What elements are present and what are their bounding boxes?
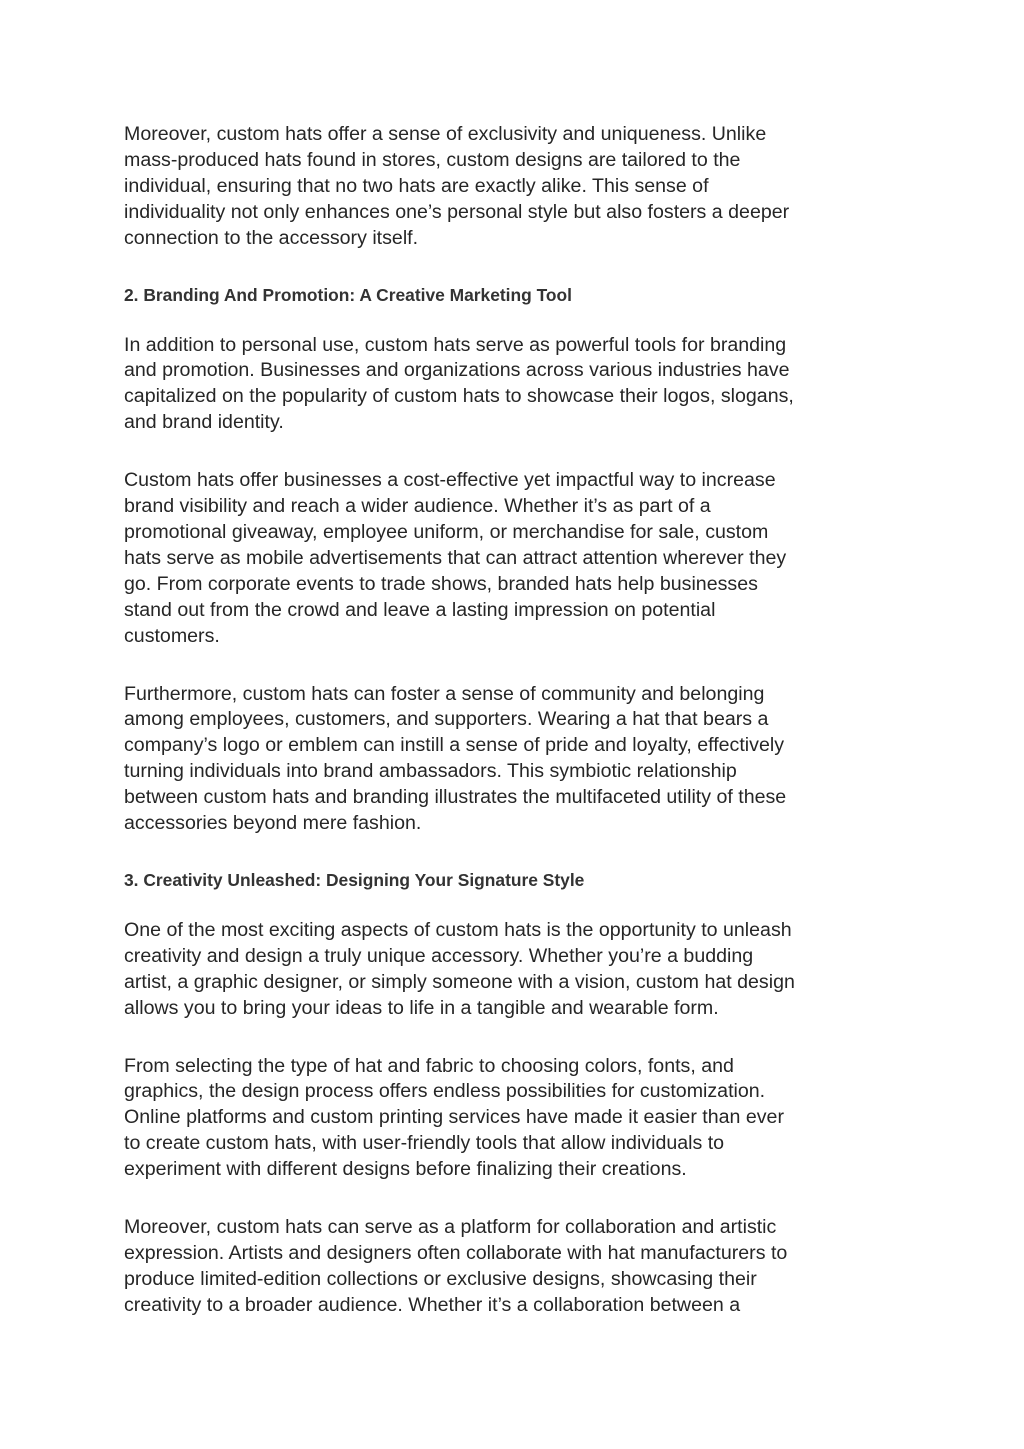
text-line: graphics, the design process offers endless possibilities for customization.	[124, 1080, 766, 1103]
text-line: creativity and design a truly unique accessory. Whether you’re a budding	[124, 944, 754, 967]
text-line: Online platforms and custom printing services have made it easier than ever	[124, 1106, 784, 1129]
text-line: hats serve as mobile advertisements that can attract attention wherever they	[124, 546, 787, 569]
text-line: experiment with different designs before finalizing their creations.	[124, 1158, 687, 1181]
text-line: expression. Artists and designers often collaborate with hat manufacturers to	[124, 1242, 788, 1264]
text-line: From selecting the type of hat and fabric to choosing colors, fonts, and	[124, 1054, 734, 1077]
text-line: and brand identity.	[124, 411, 284, 434]
text-line: go. From corporate events to trade shows, branded hats help businesses	[124, 572, 758, 595]
paragraph-exclusivity	[124, 122, 904, 252]
text-line: brand visibility and reach a wider audience. Whether it’s as part of a	[124, 495, 711, 518]
text-line: One of the most exciting aspects of custom hats is the opportunity to unleash	[124, 918, 792, 941]
text-line: connection to the accessory itself.	[124, 226, 419, 249]
text-line: turning individuals into brand ambassadors. This symbiotic relationship	[124, 760, 737, 783]
text-line: between custom hats and branding illustrates the multifaceted utility of these	[124, 786, 787, 809]
text-line: produce limited-edition collections or exclusive designs, showcasing their	[124, 1267, 757, 1290]
section-heading-creativity: 3. Creativity Unleashed: Designing Your Signature Style	[124, 869, 585, 890]
text-line: individuality not only enhances one’s personal style but also fosters a deeper	[124, 200, 790, 223]
text-line: creativity to a broader audience. Whether it’s a collaboration between a	[124, 1293, 741, 1316]
paragraph-branding-intro	[124, 333, 904, 437]
section-heading-branding: 2. Branding And Promotion: A Creative Marketing Tool	[124, 284, 572, 305]
text-line: promotional giveaway, employee uniform, or merchandise for sale, custom	[124, 520, 769, 543]
text-line: capitalized on the popularity of custom hats to showcase their logos, slogans,	[124, 385, 794, 408]
text-line: Custom hats offer businesses a cost-effective yet impactful way to increase	[124, 469, 776, 492]
text-line: and promotion. Businesses and organizations across various industries have	[124, 359, 790, 382]
text-line: customers.	[124, 624, 220, 647]
text-line: In addition to personal use, custom hats serve as powerful tools for branding	[124, 333, 787, 356]
text-line: Furthermore, custom hats can foster a sense of community and belonging	[124, 682, 765, 705]
text-line: among employees, customers, and supporters. Wearing a hat that bears a	[124, 708, 769, 731]
text-line: artist, a graphic designer, or simply someone with a vision, custom hat design	[124, 970, 795, 993]
paragraph-community	[124, 682, 904, 837]
text-line: individual, ensuring that no two hats are exactly alike. This sense of	[124, 174, 709, 197]
text-line: Moreover, custom hats can serve as a platform for collaboration and artistic	[124, 1216, 777, 1239]
text-line: to create custom hats, with user-friendly tools that allow individuals to	[124, 1132, 725, 1155]
text-line: stand out from the crowd and leave a lasting impression on potential	[124, 598, 716, 621]
paragraph-design-process	[124, 1054, 904, 1184]
document-page	[124, 122, 904, 1319]
text-line: allows you to bring your ideas to life in a tangible and wearable form.	[124, 996, 719, 1019]
paragraph-creativity-intro	[124, 918, 904, 1022]
text-line: Moreover, custom hats offer a sense of exclusivity and uniqueness. Unlike	[124, 123, 767, 145]
text-line: accessories beyond mere fashion.	[124, 812, 422, 835]
paragraph-brand-visibility	[124, 468, 904, 649]
paragraph-collaboration	[124, 1215, 904, 1319]
text-line: mass-produced hats found in stores, custom designs are tailored to the	[124, 148, 741, 171]
text-line: company’s logo or emblem can instill a sense of pride and loyalty, effectively	[124, 734, 784, 757]
